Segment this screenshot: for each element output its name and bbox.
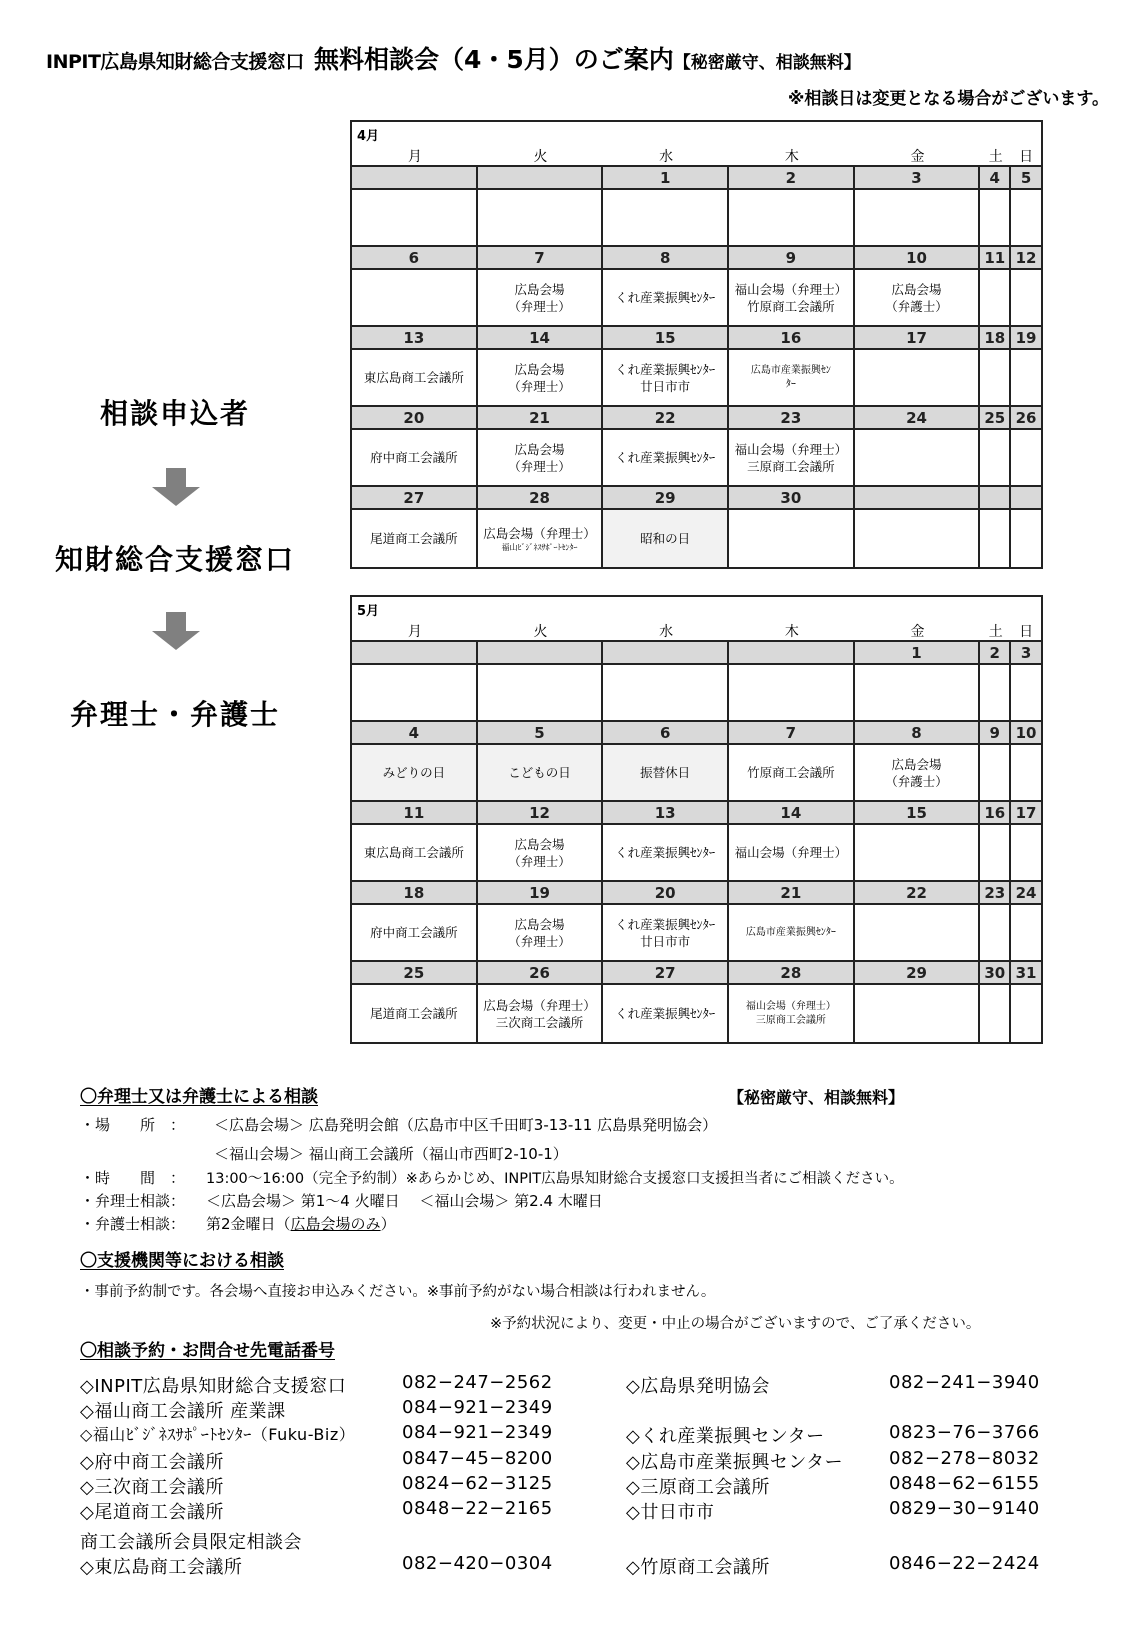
contact-name: ◇三次商工会議所 <box>80 1473 224 1499</box>
contact-name: ◇福山ﾋﾞｼﾞﾈｽｻﾎﾟｰﾄｾﾝﾀｰ（Fuku-Biz） <box>80 1422 355 1445</box>
calendar-empty-cell <box>1011 665 1041 720</box>
flow-step-applicant: 相談申込者 <box>0 392 350 432</box>
event-row <box>352 825 1041 882</box>
contact-name: ◇INPIT広島県知財総合支援窓口 <box>80 1372 346 1398</box>
date-number: 27 <box>352 487 478 508</box>
event-row <box>352 190 1041 247</box>
calendar-empty-cell <box>729 665 855 720</box>
place-hiroshima: ＜広島会場＞ 広島発明会館（広島市中区千田町3-13-11 広島県発明協会） <box>214 1114 717 1135</box>
calendar-empty-cell <box>980 270 1011 325</box>
calendar-event-cell <box>352 430 478 485</box>
date-row <box>352 962 1041 985</box>
change-notice: ※相談日は変更となる場合がございます。 <box>788 84 1109 109</box>
date-number: 9 <box>980 722 1011 743</box>
calendar-empty-cell <box>1011 350 1041 405</box>
date-number: 7 <box>478 247 604 268</box>
event-row <box>352 745 1041 802</box>
weekday-label: 月 <box>352 146 478 166</box>
event-venue: （弁理士） <box>508 458 571 475</box>
event-venue: 広島市産業振興ｾﾝﾀｰ <box>746 926 836 940</box>
calendar-event-cell <box>855 745 981 800</box>
date-number: 30 <box>729 487 855 508</box>
event-venue: くれ産業振興ｾﾝﾀｰ <box>615 1005 715 1022</box>
calendar-empty-cell <box>980 510 1011 567</box>
section-heading-support-org-consult: 〇支援機関等における相談 <box>80 1246 284 1271</box>
calendar-event-cell <box>478 985 604 1042</box>
event-venue: 東広島商工会議所 <box>364 844 464 861</box>
contact-phone[interactable]: 082−247−2562 <box>402 1372 553 1393</box>
event-row <box>352 985 1041 1042</box>
event-venue: 広島市産業振興ｾﾝ <box>751 364 831 378</box>
event-venue: （弁理士） <box>508 378 571 395</box>
date-number: 29 <box>603 487 729 508</box>
event-venue: 廿日市市 <box>640 933 690 950</box>
date-number: 22 <box>603 407 729 428</box>
date-row <box>352 882 1041 905</box>
calendar-empty-cell <box>980 985 1011 1042</box>
weekday-label: 木 <box>729 146 855 166</box>
date-row <box>352 722 1041 745</box>
weekday-label: 水 <box>603 146 729 166</box>
contact-phone[interactable]: 0829−30−9140 <box>889 1498 1040 1519</box>
date-number <box>729 642 855 663</box>
date-number: 24 <box>1011 882 1041 903</box>
calendar-event-cell <box>729 905 855 960</box>
date-row <box>352 327 1041 350</box>
date-number: 3 <box>1011 642 1041 663</box>
calendar-event-cell <box>729 270 855 325</box>
contact-name: ◇尾道商工会議所 <box>80 1498 224 1524</box>
event-row <box>352 665 1041 722</box>
weekday-label: 金 <box>855 621 981 641</box>
patent-consult-value: ＜広島会場＞ 第1～4 火曜日 ＜福山会場＞ 第2.4 木曜日 <box>206 1190 603 1211</box>
holiday-label: 振替休日 <box>640 764 690 781</box>
calendar-empty-cell <box>855 985 981 1042</box>
contact-phone[interactable]: 082−278−8032 <box>889 1448 1040 1469</box>
date-number: 5 <box>1011 167 1041 188</box>
calendar-header <box>352 122 1041 167</box>
date-number: 28 <box>729 962 855 983</box>
date-number: 16 <box>729 327 855 348</box>
event-venue: （弁理士） <box>508 933 571 950</box>
date-number: 23 <box>729 407 855 428</box>
contact-phone[interactable]: 0846−22−2424 <box>889 1553 1040 1574</box>
date-number <box>352 642 478 663</box>
event-venue: くれ産業振興ｾﾝﾀｰ <box>615 449 715 466</box>
date-number: 20 <box>603 882 729 903</box>
date-number: 27 <box>603 962 729 983</box>
lawyer-consult-prefix: 第2金曜日（ <box>206 1215 291 1233</box>
calendar-empty-cell <box>1011 905 1041 960</box>
page-title: 無料相談会（4・5月）のご案内 <box>314 45 674 74</box>
contact-name: ◇福山商工会議所 産業課 <box>80 1397 286 1423</box>
event-row <box>352 270 1041 327</box>
event-venue: 府中商工会議所 <box>370 924 458 941</box>
calendar-month-label: 5月 <box>357 600 379 619</box>
confidential-badge-secondary: 【秘密厳守、相談無料】 <box>728 1085 904 1108</box>
calendar-empty-cell <box>980 905 1011 960</box>
calendar-empty-cell <box>980 190 1011 245</box>
calendar-event-cell <box>729 745 855 800</box>
date-number <box>352 167 478 188</box>
weekday-label: 火 <box>478 146 604 166</box>
event-venue: 府中商工会議所 <box>370 449 458 466</box>
event-venue: （弁理士） <box>508 853 571 870</box>
reservation-note: ・事前予約制です。各会場へ直接お申込みください。※事前予約がない場合相談は行われません。 <box>80 1280 715 1301</box>
date-row <box>352 487 1041 510</box>
event-venue: 福山会場（弁理士） <box>735 441 848 458</box>
contact-name: ◇広島県発明協会 <box>626 1372 770 1398</box>
event-venue: 広島会場 <box>515 916 565 933</box>
holiday-label: みどりの日 <box>383 764 446 781</box>
date-number: 2 <box>729 167 855 188</box>
calendar-empty-cell <box>1011 745 1041 800</box>
calendar-empty-cell <box>729 510 855 567</box>
event-venue: 福山会場（弁理士） <box>746 1000 836 1014</box>
time-value: 13:00～16:00（完全予約制）※あらかじめ、INPIT広島県知財総合支援窓口支援担当者にご相談ください。 <box>206 1167 904 1188</box>
calendar-empty-cell <box>980 665 1011 720</box>
event-venue: 福山会場（弁理士） <box>735 281 848 298</box>
event-venue: くれ産業振興ｾﾝﾀｰ <box>615 289 715 306</box>
calendar-empty-cell <box>855 665 981 720</box>
event-venue: 三原商工会議所 <box>756 1014 826 1028</box>
date-number: 1 <box>855 642 981 663</box>
date-number: 26 <box>1011 407 1041 428</box>
patent-consult-label: ・弁理士相談： <box>80 1190 185 1211</box>
contact-name: ◇竹原商工会議所 <box>626 1553 770 1579</box>
date-row <box>352 407 1041 430</box>
calendar-event-cell <box>478 510 604 567</box>
date-number: 13 <box>352 327 478 348</box>
calendar-event-cell <box>855 270 981 325</box>
event-venue: 広島会場 <box>515 441 565 458</box>
org-name: INPIT広島県知財総合支援窓口 <box>46 51 304 73</box>
calendar-empty-cell <box>980 430 1011 485</box>
event-venue: 廿日市市 <box>640 378 690 395</box>
date-number: 31 <box>1011 962 1041 983</box>
calendar-event-cell <box>603 270 729 325</box>
calendar-empty-cell <box>980 350 1011 405</box>
date-number: 19 <box>1011 327 1041 348</box>
date-number: 6 <box>603 722 729 743</box>
date-number <box>603 642 729 663</box>
weekday-label: 火 <box>478 621 604 641</box>
place-label: ・場 所 ： <box>80 1114 185 1135</box>
event-row <box>352 430 1041 487</box>
date-number: 21 <box>729 882 855 903</box>
date-number: 18 <box>980 327 1011 348</box>
date-number: 12 <box>1011 247 1041 268</box>
date-row <box>352 642 1041 665</box>
arrow-down-icon <box>152 612 200 650</box>
calendar-empty-cell <box>855 350 981 405</box>
contact-phone[interactable]: 0847−45−8200 <box>402 1448 553 1469</box>
lawyer-consult-label: ・弁護士相談： <box>80 1213 185 1234</box>
flow-step-attorney: 弁理士・弁護士 <box>0 693 350 733</box>
calendar-empty-cell <box>980 825 1011 880</box>
event-venue: （弁理士） <box>508 298 571 315</box>
calendar-event-cell <box>478 350 604 405</box>
date-number: 15 <box>855 802 981 823</box>
calendar-header <box>352 597 1041 642</box>
event-venue: 東広島商工会議所 <box>364 369 464 386</box>
date-number: 30 <box>980 962 1011 983</box>
calendar-event-cell <box>603 745 729 800</box>
event-venue: 広島会場 <box>892 756 942 773</box>
calendar-empty-cell <box>855 905 981 960</box>
contact-name: ◇廿日市市 <box>626 1498 714 1524</box>
date-number: 4 <box>980 167 1011 188</box>
contact-name: ◇三原商工会議所 <box>626 1473 770 1499</box>
place-fukuyama: ＜福山会場＞ 福山商工会議所（福山市西町2-10-1） <box>214 1143 568 1164</box>
event-venue: くれ産業振興ｾﾝﾀｰ <box>615 844 715 861</box>
calendar-event-cell <box>352 510 478 567</box>
date-row <box>352 247 1041 270</box>
calendar-event-cell <box>352 825 478 880</box>
calendar-event-cell <box>603 825 729 880</box>
holiday-label: こどもの日 <box>508 764 571 781</box>
date-number: 13 <box>603 802 729 823</box>
date-number: 23 <box>980 882 1011 903</box>
contact-phone[interactable]: 0848−62−6155 <box>889 1473 1040 1494</box>
calendar-empty-cell <box>1011 270 1041 325</box>
calendar-may <box>350 595 1043 1044</box>
event-venue: （弁護士） <box>885 773 948 790</box>
date-number: 8 <box>855 722 981 743</box>
date-number: 7 <box>729 722 855 743</box>
weekday-label: 月 <box>352 621 478 641</box>
calendar-empty-cell <box>1011 430 1041 485</box>
date-number: 25 <box>352 962 478 983</box>
event-row <box>352 905 1041 962</box>
date-number: 3 <box>855 167 981 188</box>
page-header <box>46 40 1116 76</box>
calendar-empty-cell <box>855 510 981 567</box>
date-number <box>980 487 1011 508</box>
calendar-empty-cell <box>855 190 981 245</box>
date-number <box>478 167 604 188</box>
calendar-empty-cell <box>729 190 855 245</box>
event-venue: 三原商工会議所 <box>747 458 835 475</box>
weekday-label: 日 <box>1011 146 1041 166</box>
weekday-label: 日 <box>1011 621 1041 641</box>
calendar-event-cell <box>603 350 729 405</box>
date-number: 1 <box>603 167 729 188</box>
lawyer-consult-value <box>206 1213 396 1234</box>
event-venue: 広島会場 <box>515 281 565 298</box>
calendar-event-cell <box>478 430 604 485</box>
date-number: 17 <box>855 327 981 348</box>
calendar-empty-cell <box>1011 510 1041 567</box>
date-number: 24 <box>855 407 981 428</box>
weekday-label: 金 <box>855 146 981 166</box>
section-heading-contacts: 〇相談予約・お問合せ先電話番号 <box>80 1336 335 1361</box>
calendar-event-cell <box>729 350 855 405</box>
date-number <box>855 487 981 508</box>
calendar-event-cell <box>729 430 855 485</box>
event-venue: くれ産業振興ｾﾝﾀｰ <box>615 361 715 378</box>
date-number: 26 <box>478 962 604 983</box>
event-venue: 広島会場 <box>515 836 565 853</box>
weekday-label: 水 <box>603 621 729 641</box>
event-row <box>352 510 1041 567</box>
event-venue: 竹原商工会議所 <box>747 298 835 315</box>
calendar-event-cell <box>603 430 729 485</box>
date-number: 21 <box>478 407 604 428</box>
section-heading-attorney-consult: 〇弁理士又は弁護士による相談 <box>80 1082 318 1107</box>
calendar-event-cell <box>729 985 855 1042</box>
date-number: 19 <box>478 882 604 903</box>
calendar-event-cell <box>478 270 604 325</box>
event-venue: ﾀｰ <box>786 378 796 392</box>
event-venue: 広島会場 <box>892 281 942 298</box>
calendar-event-cell <box>603 985 729 1042</box>
lawyer-consult-venue: 広島会場のみ <box>291 1215 381 1233</box>
calendar-empty-cell <box>1011 190 1041 245</box>
calendar-empty-cell <box>855 430 981 485</box>
contact-phone[interactable]: 082−420−0304 <box>402 1553 553 1574</box>
calendar-event-cell <box>603 510 729 567</box>
date-number: 11 <box>980 247 1011 268</box>
weekday-label: 木 <box>729 621 855 641</box>
calendar-april <box>350 120 1043 569</box>
calendar-event-cell <box>352 745 478 800</box>
calendar-empty-cell <box>352 665 478 720</box>
contact-name: ◇府中商工会議所 <box>80 1448 224 1474</box>
calendar-event-cell <box>352 350 478 405</box>
date-row <box>352 167 1041 190</box>
calendar-event-cell <box>352 985 478 1042</box>
contact-phone[interactable]: 082−241−3940 <box>889 1372 1040 1393</box>
calendar-event-cell <box>352 905 478 960</box>
contact-name: ◇東広島商工会議所 <box>80 1553 242 1579</box>
date-row <box>352 802 1041 825</box>
calendar-event-cell <box>478 825 604 880</box>
calendar-event-cell <box>603 905 729 960</box>
date-number: 5 <box>478 722 604 743</box>
date-number: 10 <box>1011 722 1041 743</box>
contact-phone[interactable]: 0848−22−2165 <box>402 1498 553 1519</box>
calendar-empty-cell <box>478 190 604 245</box>
flow-step-support-office: 知財総合支援窓口 <box>0 538 350 578</box>
event-venue: 福山会場（弁理士） <box>735 844 848 861</box>
date-number <box>1011 487 1041 508</box>
date-number: 14 <box>478 327 604 348</box>
date-number: 15 <box>603 327 729 348</box>
event-venue: 竹原商工会議所 <box>747 764 835 781</box>
date-number <box>478 642 604 663</box>
members-only-label: 商工会議所会員限定相談会 <box>80 1528 302 1554</box>
contact-phone[interactable]: 084−921−2349 <box>402 1397 553 1418</box>
weekday-label: 土 <box>980 621 1011 641</box>
event-venue: 尾道商工会議所 <box>370 530 458 547</box>
contact-name: ◇くれ産業振興センター <box>626 1422 825 1448</box>
event-venue: 尾道商工会議所 <box>370 1005 458 1022</box>
time-label: ・時 間 ： <box>80 1167 185 1188</box>
calendar-empty-cell <box>603 190 729 245</box>
date-number: 9 <box>729 247 855 268</box>
holiday-label: 昭和の日 <box>640 530 690 547</box>
date-number: 25 <box>980 407 1011 428</box>
contact-phone[interactable]: 084−921−2349 <box>402 1422 553 1443</box>
event-venue: 広島会場（弁理士） <box>483 997 596 1014</box>
date-number: 22 <box>855 882 981 903</box>
event-row <box>352 350 1041 407</box>
date-number: 28 <box>478 487 604 508</box>
change-cancel-note: ※予約状況により、変更・中止の場合がございますので、ご了承ください。 <box>490 1312 980 1333</box>
calendar-empty-cell <box>1011 985 1041 1042</box>
calendar-empty-cell <box>352 270 478 325</box>
calendar-empty-cell <box>603 665 729 720</box>
date-number: 18 <box>352 882 478 903</box>
contact-phone[interactable]: 0824−62−3125 <box>402 1473 553 1494</box>
date-number: 16 <box>980 802 1011 823</box>
calendar-event-cell <box>729 825 855 880</box>
event-venue: くれ産業振興ｾﾝﾀｰ <box>615 916 715 933</box>
date-number: 14 <box>729 802 855 823</box>
calendar-month-label: 4月 <box>357 125 379 144</box>
event-venue: 広島会場 <box>515 361 565 378</box>
date-number: 12 <box>478 802 604 823</box>
event-venue: 福山ﾋﾞｼﾞﾈｽｻﾎﾟｰﾄｾﾝﾀｰ <box>502 542 578 553</box>
calendar-empty-cell <box>352 190 478 245</box>
calendar-event-cell <box>478 905 604 960</box>
weekday-label: 土 <box>980 146 1011 166</box>
date-number: 6 <box>352 247 478 268</box>
event-venue: 三次商工会議所 <box>496 1014 584 1031</box>
calendar-empty-cell <box>980 745 1011 800</box>
date-number: 10 <box>855 247 981 268</box>
calendar-event-cell <box>478 745 604 800</box>
date-number: 4 <box>352 722 478 743</box>
date-number: 2 <box>980 642 1011 663</box>
calendar-empty-cell <box>855 825 981 880</box>
date-number: 17 <box>1011 802 1041 823</box>
date-number: 11 <box>352 802 478 823</box>
date-number: 8 <box>603 247 729 268</box>
confidential-badge: 【秘密厳守、相談無料】 <box>674 53 861 73</box>
event-venue: （弁護士） <box>885 298 948 315</box>
date-number: 20 <box>352 407 478 428</box>
arrow-down-icon <box>152 468 200 506</box>
lawyer-consult-suffix: ） <box>381 1215 396 1233</box>
calendar-empty-cell <box>1011 825 1041 880</box>
date-number: 29 <box>855 962 981 983</box>
contact-name: ◇広島市産業振興センター <box>626 1448 843 1474</box>
contact-phone[interactable]: 0823−76−3766 <box>889 1422 1040 1443</box>
calendar-empty-cell <box>478 665 604 720</box>
event-venue: 広島会場（弁理士） <box>483 525 596 542</box>
